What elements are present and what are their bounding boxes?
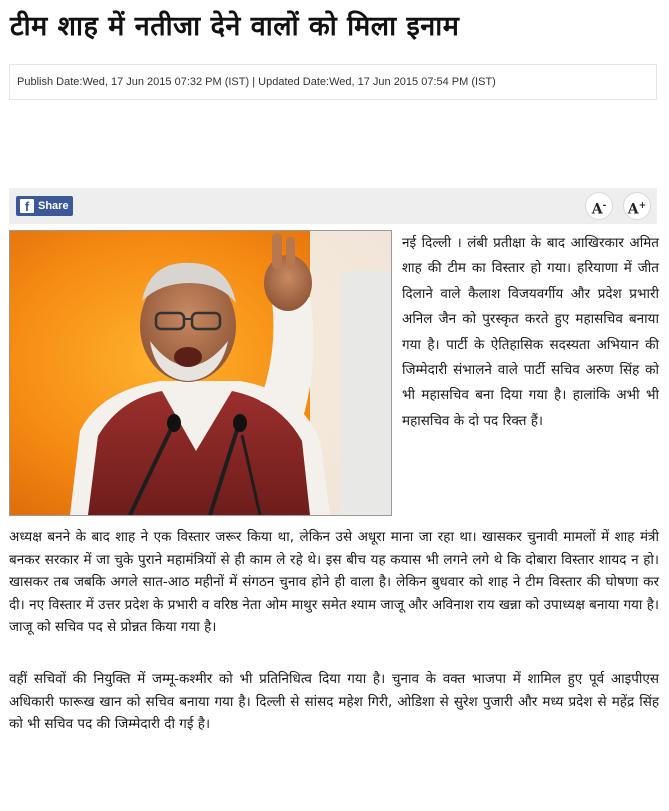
body-paragraph-2: अध्यक्ष बनने के बाद शाह ने एक विस्तार जरूर किया था, लेकिन उसे अधूरा माना जा रहा था। खासकर चुनावी मामलों में शाह मंत्री बनकर सरकार में जा चुके पुराने महामंत्रियों से ही काम ले रहे थे। इस बीच यह कयास भी लगने लगे थे कि दोबारा विस्तार शायद न हो। खासकर तब जबकि अगले सात-आठ महीनों में संगठन चुनाव होने ही वाला है। लेकिन बुधवार को शाह ने टीम विस्तार की घोषणा कर दी। नए विस्तार में उत्तर प्रदेश के प्रभारी व वरिष्ठ नेता ओम माथुर समेत श्याम जाजू और अविनाश राय खन्ना को उपाध्यक्ष बनाया गया है। जाजू को सचिव पद से प्रोन्नत किया गया है। — [9, 529, 659, 636]
publish-dates — [9, 64, 657, 100]
share-label: Share — [38, 200, 69, 212]
publish-date: Wed, 17 Jun 2015 07:32 PM (IST) — [82, 76, 250, 88]
plus-icon: + — [638, 201, 647, 211]
font-decrease-button[interactable] — [585, 192, 613, 220]
date-separator: | — [249, 76, 259, 88]
facebook-share-button[interactable] — [16, 196, 73, 216]
speaker-photo — [10, 231, 391, 515]
article-toolbar — [9, 188, 657, 224]
font-decrease-letter: A — [591, 201, 603, 218]
article-photo — [9, 230, 392, 516]
body-paragraph-3: वहीं सचिवों की नियुक्ति में जम्मू-कश्मीर को भी प्रतिनिधित्व दिया गया है। चुनाव के वक्त भाजपा में शामिल हुए पूर्व आइपीएस अधिकारी फारूख खान को सचिव बनाया गया है। दिल्ली से सांसद महेश गिरी, ओडिशा से सुरेश पुजारी और मध्य प्रदेश से महेंद्र सिंह को भी सचिव पद की जिम्मेदारी दी गई है। — [9, 671, 659, 733]
facebook-icon: f — [20, 199, 34, 213]
minus-icon: - — [602, 201, 607, 211]
font-increase-button[interactable] — [623, 192, 651, 220]
updated-date-label: Updated Date: — [258, 76, 330, 88]
updated-date: Wed, 17 Jun 2015 07:54 PM (IST) — [329, 76, 496, 88]
publish-date-label: Publish Date: — [17, 76, 83, 88]
font-increase-letter: A — [627, 201, 639, 218]
article-headline: टीम शाह में नतीजा देने वालों को मिला इनाम — [10, 11, 460, 42]
lead-paragraph: नई दिल्ली । लंबी प्रतीक्षा के बाद आखिरकार अमित शाह की टीम का विस्तार हो गया। हरियाणा में जीत दिलाने वाले कैलाश विजयवर्गीय और प्रदेश प्रभारी अनिल जैन को पुरस्कृत करते हुए महासचिव बनाया गया है। पार्टी के ऐतिहासिक सदस्यता अभियान की जिम्मेदारी संभालने वाले पार्टी सचिव अरुण सिंह को भी महासचिव बना दिया गया है। हालांकि अभी भी महासचिव के दो पद रिक्त हैं। — [402, 235, 659, 429]
